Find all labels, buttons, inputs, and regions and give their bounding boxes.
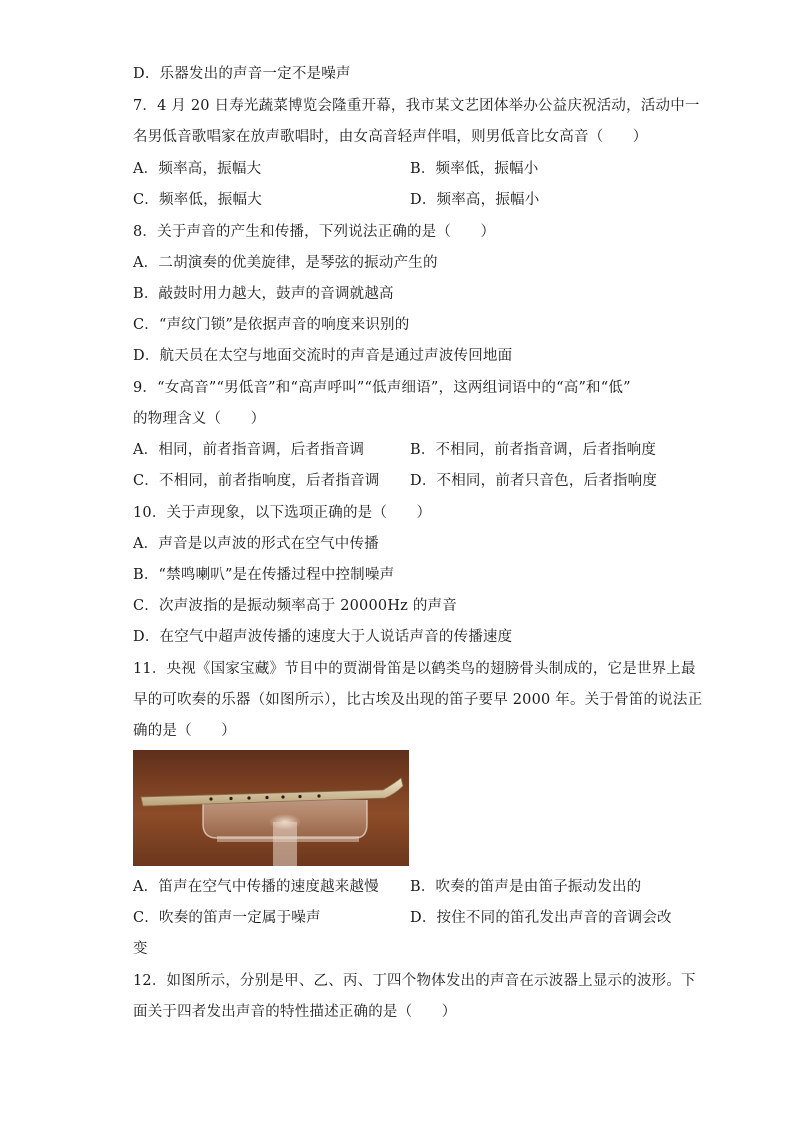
- q9-option-a: A．相同，前者指音调，后者指音调: [133, 442, 365, 458]
- q12-stem-line1: 12．如图所示，分别是甲、乙、丙、丁四个物体发出的声音在示波器上显示的波形。下: [133, 973, 696, 989]
- q9-stem-line2: 的物理含义（ ）: [133, 411, 266, 427]
- bone-flute-illustration: [133, 750, 409, 866]
- q9-option-c: C．不相同，前者指响度，后者指音调: [133, 473, 380, 489]
- q8-option-c: C．“声纹门锁”是依据声音的响度来识别的: [133, 317, 410, 333]
- q8-stem: 8．关于声音的产生和传播，下列说法正确的是（ ）: [133, 224, 496, 240]
- q8-option-b: B．敲鼓时用力越大，鼓声的音调就越高: [133, 286, 394, 302]
- q6-option-d: D．乐器发出的声音一定不是噪声: [133, 66, 351, 82]
- q11-option-c: C．吹奏的笛声一定属于噪声: [133, 910, 321, 926]
- q10-option-d: D．在空气中超声波传播的速度大于人说话声音的传播速度: [133, 629, 513, 645]
- q11-option-d-line1: D．按住不同的笛孔发出声音的音调会改: [410, 910, 672, 926]
- q7-stem-line1: 7．4 月 20 日寿光蔬菜博览会隆重开幕，我市某文艺团体举办公益庆祝活动，活动中一: [133, 98, 700, 114]
- q10-option-b: B．“禁鸣喇叭”是在传播过程中控制噪声: [133, 567, 395, 583]
- q7-stem-line2: 名男低音歌唱家在放声歌唱时，由女高音轻声伴唱，则男低音比女高音（ ）: [133, 129, 648, 145]
- q9-option-b: B．不相同，前者指音调，后者指响度: [410, 442, 657, 458]
- q11-stem-line1: 11．央视《国家宝藏》节目中的贾湖骨笛是以鹤类鸟的翅膀骨头制成的，它是世界上最: [133, 661, 696, 677]
- q11-stem-line3: 确的是（ ）: [133, 723, 236, 739]
- q7-option-c: C．频率低，振幅大: [133, 192, 262, 208]
- q8-option-d: D．航天员在太空与地面交流时的声音是通过声波传回地面: [133, 348, 513, 364]
- q11-option-b: B．吹奏的笛声是由笛子振动发出的: [410, 879, 642, 895]
- q10-stem: 10．关于声现象，以下选项正确的是（ ）: [133, 505, 432, 521]
- q8-option-a: A．二胡演奏的优美旋律，是琴弦的振动产生的: [133, 255, 438, 271]
- q11-option-d-line2: 变: [133, 941, 148, 957]
- q7-option-a: A．频率高，振幅大: [133, 161, 262, 177]
- q7-option-b: B．频率低，振幅小: [410, 161, 539, 177]
- q9-option-d: D．不相同，前者只音色，后者指响度: [410, 473, 658, 489]
- q7-option-d: D．频率高，振幅小: [410, 192, 540, 208]
- q10-option-a: A．声音是以声波的形式在空气中传播: [133, 536, 379, 552]
- q10-option-c: C．次声波指的是振动频率高于 20000Hz 的声音: [133, 598, 457, 614]
- q11-option-a: A．笛声在空气中传播的速度越来越慢: [133, 879, 379, 895]
- q12-stem-line2: 面关于四者发出声音的特性描述正确的是（ ）: [133, 1004, 457, 1020]
- bone-flute-photo: [133, 750, 409, 866]
- q11-stem-line2: 早的可吹奏的乐器（如图所示），比古埃及出现的笛子要早 2000 年。关于骨笛的说法正: [133, 692, 703, 708]
- q9-stem-line1: 9．“女高音”“男低音”和“高声呼叫”“低声细语”，这两组词语中的“高”和“低”: [133, 380, 631, 396]
